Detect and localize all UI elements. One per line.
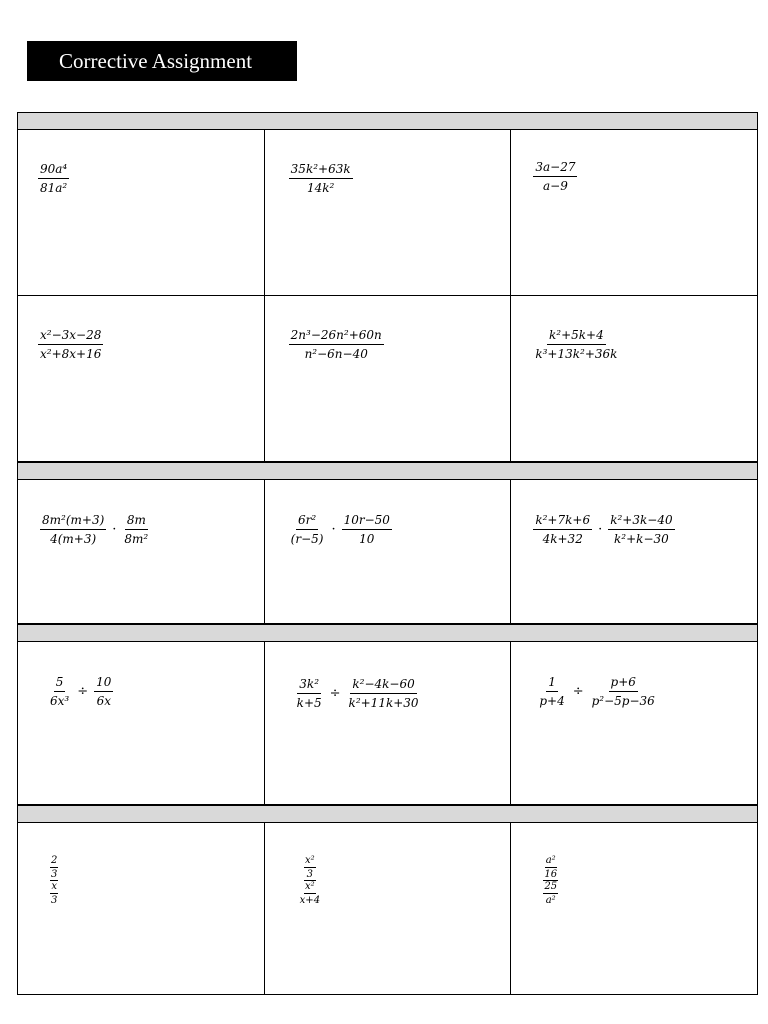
- fraction: [50, 855, 58, 880]
- complex-fraction: [299, 855, 321, 906]
- numerator: x: [51, 881, 57, 892]
- operator: ·: [331, 522, 336, 537]
- numerator: 8m: [125, 513, 148, 530]
- denominator: 10: [359, 532, 375, 546]
- numerator: a²: [545, 855, 556, 866]
- problem-expression: [48, 675, 113, 708]
- denominator: a−9: [542, 179, 568, 193]
- complex-denominator: [543, 881, 558, 906]
- denominator: (r−5): [290, 532, 324, 546]
- numerator: 10: [94, 675, 113, 692]
- denominator: 4(m+3): [50, 532, 97, 546]
- fraction: [295, 677, 324, 710]
- denominator: p²−5p−36: [591, 694, 655, 708]
- fraction: [304, 855, 316, 880]
- problem-cell: [265, 823, 512, 995]
- problem-expression: [295, 677, 421, 710]
- denominator: k+5: [296, 696, 322, 710]
- complex-fraction: [50, 855, 58, 906]
- numerator: 90a⁴: [38, 162, 69, 179]
- numerator: x²−3x−28: [38, 328, 103, 345]
- problem-expression: [38, 328, 103, 361]
- fraction: [48, 675, 71, 708]
- complex-fraction: [543, 855, 558, 906]
- problem-cell: [265, 296, 512, 462]
- problem-expression: [299, 855, 321, 906]
- fraction: [40, 513, 106, 546]
- problem-expression: [289, 162, 353, 195]
- numerator: 25: [544, 881, 558, 892]
- problem-cell: [511, 130, 758, 296]
- complex-numerator: [304, 855, 316, 881]
- numerator: 3k²: [297, 677, 321, 694]
- denominator: 4k+32: [542, 532, 583, 546]
- numerator: x²: [305, 855, 315, 866]
- operator: ÷: [329, 686, 341, 701]
- problem-expression: [533, 328, 619, 361]
- problem-expression: [40, 513, 150, 546]
- fraction: [50, 881, 58, 906]
- problem-cell: [511, 296, 758, 462]
- section-header-band: [17, 112, 758, 130]
- fraction: [289, 513, 326, 546]
- problem-row: [17, 480, 758, 624]
- denominator: k³+13k²+36k: [535, 347, 618, 361]
- fraction: [289, 328, 384, 361]
- problem-expression: [289, 328, 384, 361]
- denominator: 81a²: [40, 181, 68, 195]
- section-header-band: [17, 462, 758, 480]
- denominator: p+4: [539, 694, 565, 708]
- fraction: [289, 162, 353, 195]
- fraction: [38, 328, 103, 361]
- complex-denominator: [299, 881, 321, 906]
- denominator: 14k²: [306, 181, 335, 195]
- problem-expression: [533, 160, 577, 193]
- numerator: 10r−50: [342, 513, 392, 530]
- numerator: 5: [54, 675, 66, 692]
- operator: ÷: [77, 684, 89, 699]
- fraction: [94, 675, 113, 708]
- problem-cell: [18, 480, 265, 624]
- section-header-band: [17, 624, 758, 642]
- fraction: [347, 677, 421, 710]
- denominator: 6x: [96, 694, 111, 708]
- problem-cell: [18, 642, 265, 805]
- problem-expression: [38, 162, 69, 195]
- problem-expression: [533, 513, 674, 546]
- page-title: Corrective Assignment: [27, 41, 297, 81]
- operator: ·: [598, 522, 603, 537]
- denominator: n²−6n−40: [304, 347, 368, 361]
- fraction: [299, 881, 321, 906]
- numerator: 35k²+63k: [289, 162, 353, 179]
- denominator: 16: [544, 869, 558, 880]
- problem-expression: [50, 855, 58, 906]
- operator: ·: [112, 522, 117, 537]
- numerator: k²−4k−60: [350, 677, 416, 694]
- problem-cell: [18, 130, 265, 296]
- problem-cell: [265, 642, 512, 805]
- complex-denominator: [50, 881, 58, 906]
- problem-row: [17, 296, 758, 462]
- problem-expression: [289, 513, 392, 546]
- problem-row: [17, 823, 758, 995]
- problem-cell: [511, 823, 758, 995]
- problem-cell: [265, 480, 512, 624]
- fraction: [533, 328, 619, 361]
- problem-cell: [511, 480, 758, 624]
- numerator: p+6: [609, 675, 638, 692]
- numerator: 2n³−26n²+60n: [289, 328, 384, 345]
- operator: ÷: [572, 684, 584, 699]
- denominator: a²: [545, 895, 556, 906]
- fraction: [537, 675, 566, 708]
- denominator: k²+11k+30: [348, 696, 419, 710]
- numerator: x²: [305, 881, 315, 892]
- numerator: 3a−27: [533, 160, 577, 177]
- problem-expression: [543, 855, 558, 906]
- fraction: [342, 513, 392, 546]
- denominator: k²+k−30: [614, 532, 669, 546]
- fraction: [533, 160, 577, 193]
- numerator: k²+5k+4: [547, 328, 606, 345]
- complex-numerator: [50, 855, 58, 881]
- denominator: 3: [51, 869, 58, 880]
- numerator: k²+3k−40: [608, 513, 674, 530]
- fraction: [608, 513, 674, 546]
- numerator: 2: [51, 855, 58, 866]
- section-header-band: [17, 805, 758, 823]
- problem-cell: [18, 823, 265, 995]
- fraction: [590, 675, 657, 708]
- fraction: [533, 513, 592, 546]
- denominator: 3: [51, 895, 58, 906]
- denominator: 8m²: [124, 532, 149, 546]
- problem-row: [17, 130, 758, 296]
- problem-row: [17, 642, 758, 805]
- denominator: 3: [306, 869, 314, 880]
- numerator: 8m²(m+3): [40, 513, 106, 530]
- numerator: k²+7k+6: [533, 513, 592, 530]
- numerator: 1: [546, 675, 558, 692]
- problem-cell: [511, 642, 758, 805]
- problem-cell: [265, 130, 512, 296]
- fraction: [38, 162, 69, 195]
- fraction: [543, 855, 558, 880]
- denominator: 6x³: [50, 694, 70, 708]
- complex-numerator: [543, 855, 558, 881]
- problem-cell: [18, 296, 265, 462]
- problem-expression: [537, 675, 656, 708]
- numerator: 6r²: [296, 513, 318, 530]
- fraction: [543, 881, 558, 906]
- fraction: [122, 513, 150, 546]
- denominator: x+4: [299, 895, 321, 906]
- denominator: x²+8x+16: [40, 347, 102, 361]
